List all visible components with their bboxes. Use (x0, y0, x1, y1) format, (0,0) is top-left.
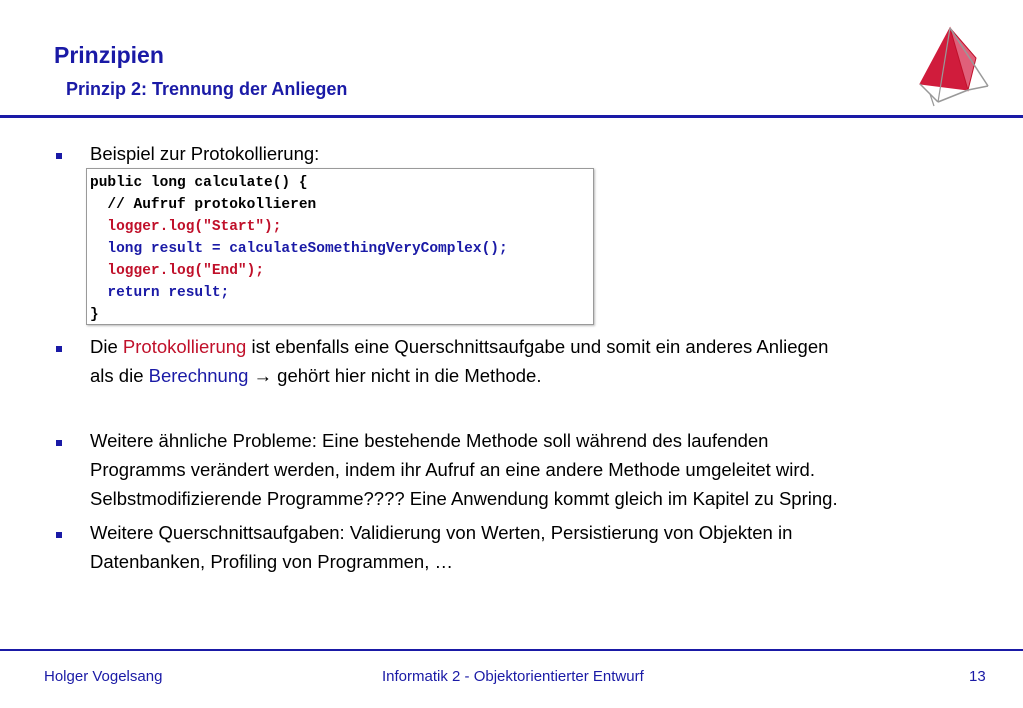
code-block (90, 172, 508, 326)
highlight-protokollierung: Protokollierung (122, 336, 247, 357)
page-number: 13 (969, 668, 986, 685)
footer-course: Informatik 2 - Objektorientierter Entwurf (382, 668, 644, 685)
bullet-text-querschnitt: Weitere Querschnittsaufgaben: Validierung von Werten, Persistierung von Objekten in Datenbanken, Profiling von Programmen, … (90, 522, 793, 572)
bullet-marker (56, 440, 62, 446)
bullet-marker (56, 346, 62, 352)
code-line-comment: // Aufruf protokollieren (90, 197, 317, 213)
highlight-berechnung: Berechnung (148, 365, 249, 386)
code-line-return: return result; (90, 285, 230, 301)
code-line-calc: long result = calculateSomethingVeryComplex(); (90, 241, 508, 257)
bullet-marker (56, 153, 62, 159)
bullet-text-protokollierung: Die Protokollierung ist ebenfalls eine Querschnittsaufgabe und somit ein anderes Anliegen als die Berechnung → gehört hier nicht in die Methode. (90, 336, 829, 386)
sail-logo-icon (910, 24, 992, 112)
code-line: } (90, 307, 99, 323)
bullet-text-probleme: Weitere ähnliche Probleme: Eine bestehende Methode soll während des laufenden Programms verändert werden, indem ihr Aufruf an eine andere Methode umgeleitet wird. Selbstmodifizierende Programme???? Eine Anwendung kommt gleich im Kapitel zu Spring. (90, 430, 838, 509)
page-title: Prinzipien (54, 42, 164, 68)
bullet-text-example: Beispiel zur Protokollierung: (90, 143, 320, 164)
code-line-log-start: logger.log("Start"); (90, 219, 282, 235)
code-line: public long calculate() { (90, 175, 308, 191)
bullet-marker (56, 532, 62, 538)
page-subtitle: Prinzip 2: Trennung der Anliegen (66, 79, 348, 99)
code-line-log-end: logger.log("End"); (90, 263, 265, 279)
arrow-right-icon: → (253, 365, 273, 386)
footer-divider (0, 649, 1023, 651)
footer-author: Holger Vogelsang (44, 668, 163, 685)
header-divider (0, 115, 1023, 118)
